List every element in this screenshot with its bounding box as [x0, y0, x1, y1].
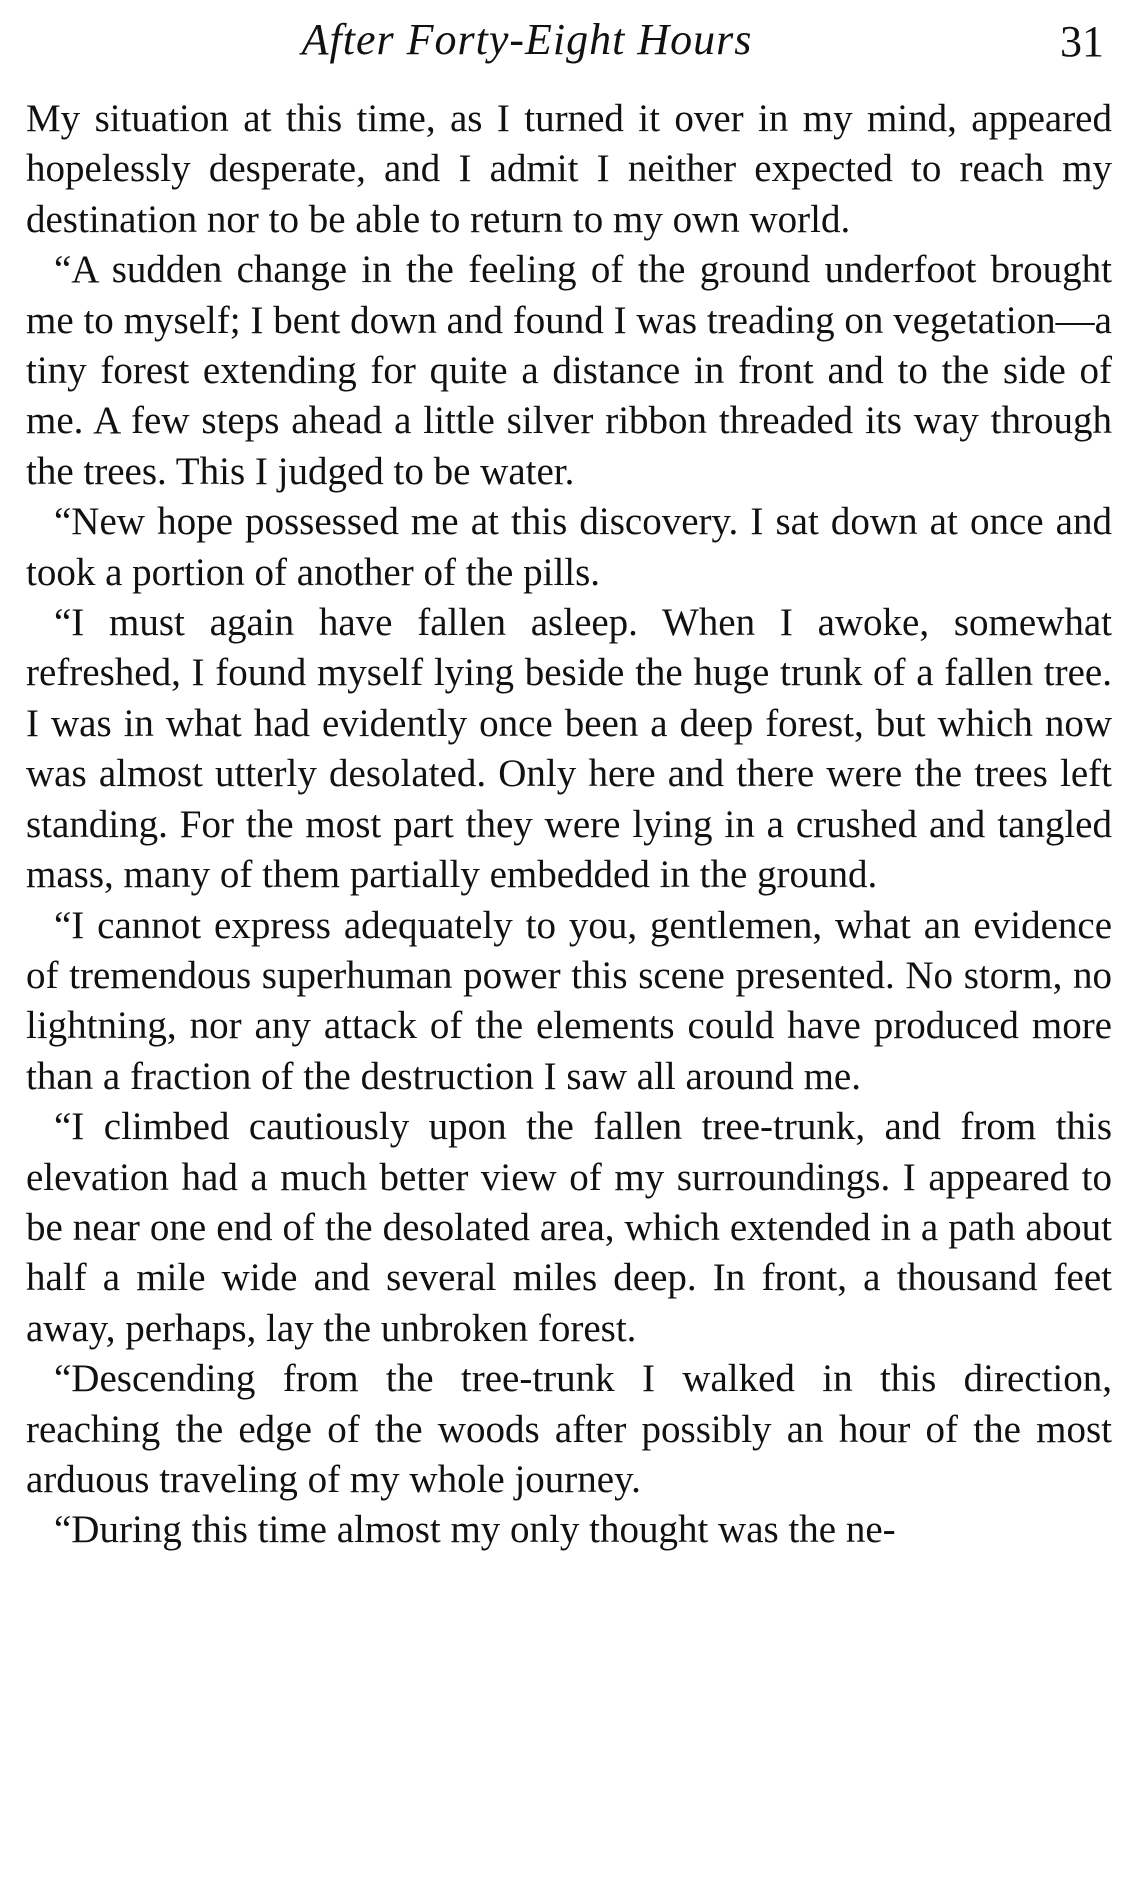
- paragraph: “I cannot express adequately to you, gentlemen, what an evidence of tremendous superhuman power this scene presented. No storm, no lightning, nor any attack of the elements could have produced more than a fraction of the destruction I saw all around me.: [26, 903, 1112, 1098]
- paragraph: “I climbed cautiously upon the fallen tree-trunk, and from this elevation had a much better view of my surroundings. I appeared to be near one end of the desolated area, which extended in a path about half a mile wide and several miles deep. In front, a thousand feet away, perhaps, lay the unbroken forest.: [26, 1105, 1112, 1350]
- paragraph: “A sudden change in the feeling of the ground underfoot brought me to myself; I bent down and found I was treading on vegetation—a tiny forest extending for quite a distance in front and to the side of me. A few steps ahead a little silver ribbon threaded its way through the trees. This I judged to be water.: [26, 248, 1112, 493]
- body-text: [26, 94, 1112, 1556]
- running-title: After Forty-Eight Hours: [301, 15, 753, 64]
- page-number: 31: [1060, 17, 1104, 66]
- running-head: [0, 12, 1134, 72]
- paragraph: “During this time almost my only thought was the ne-: [54, 1508, 896, 1552]
- paragraph: “I must again have fallen asleep. When I awoke, somewhat refreshed, I found myself lying beside the huge trunk of a fallen tree. I was in what had evidently once been a deep forest, but which now was almost utterly desolated. Only here and there were the trees left standing. For the most part they were lying in a crushed and tangled mass, many of them partially embedded in the ground.: [26, 601, 1112, 897]
- paragraph: “Descending from the tree-trunk I walked in this direction, reaching the edge of the woods after possibly an hour of the most arduous traveling of my whole journey.: [26, 1357, 1112, 1501]
- paragraph: “New hope possessed me at this discovery. I sat down at once and took a portion of another of the pills.: [26, 500, 1112, 594]
- paragraph: My situation at this time, as I turned it over in my mind, appeared hopelessly desperate, and I admit I neither expected to reach my destination nor to be able to return to my own world.: [26, 97, 1112, 241]
